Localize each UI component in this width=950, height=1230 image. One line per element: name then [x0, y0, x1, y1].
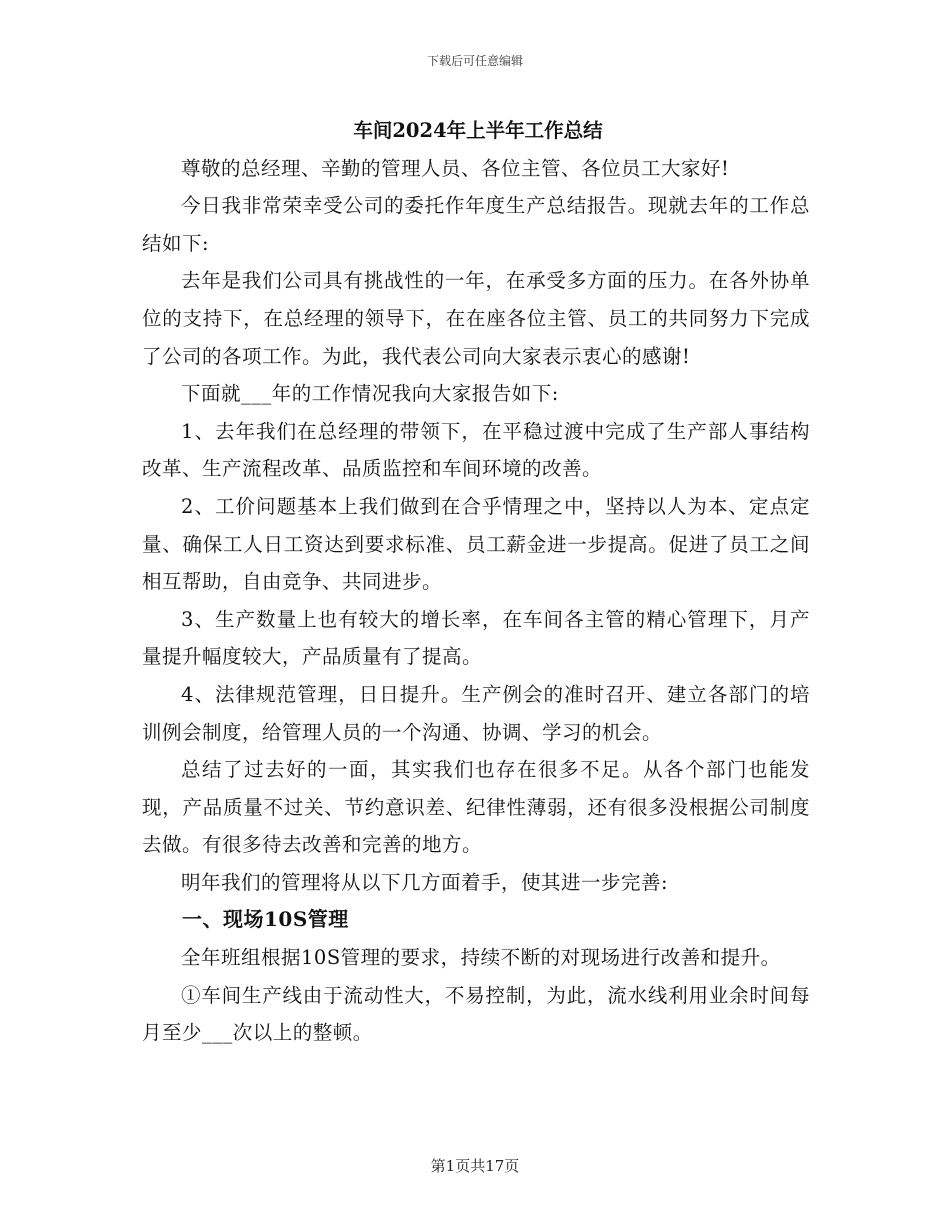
paragraph-greeting: 尊敬的总经理、辛勤的管理人员、各位主管、各位员工大家好! [181, 156, 730, 180]
paragraph-report-lead: 下面就___年的工作情况我向大家报告如下: [181, 382, 559, 406]
section-heading-10s: 一、现场10S管理 [182, 907, 349, 932]
page-header-note: 下载后可任意编辑 [426, 54, 523, 68]
paragraph-item-4: 4、法律规范管理，日日提升。生产例会的准时召开、建立各部门的培训例会制度，给管理人员的一个沟通、协调、学习的机会。 [142, 682, 810, 744]
paragraph-10s-overview: 全年班组根据10S管理的要求，持续不断的对现场进行改善和提升。 [181, 946, 781, 970]
page-number: 第1页共17页 [430, 1157, 520, 1175]
paragraph-shortcomings: 总结了过去好的一面，其实我们也存在很多不足。从各个部门也能发现，产品质量不过关、节约意识差、纪律性薄弱，还有很多没根据公司制度去做。有很多待去改善和完善的地方。 [142, 758, 810, 857]
paragraph-10s-item-1: ①车间生产线由于流动性大，不易控制，为此，流水线利用业余时间每月至少___次以上的整顿。 [142, 983, 810, 1045]
document-body [142, 112, 810, 1052]
paragraph-last-year: 去年是我们公司具有挑战性的一年，在承受多方面的压力。在各外协单位的支持下，在总经理的领导下，在在座各位主管、员工的共同努力下完成了公司的各项工作。为此，我代表公司向大家表示衷心的感谢! [142, 269, 810, 368]
document-title: 车间2024年上半年工作总结 [353, 119, 603, 142]
paragraph-item-3: 3、生产数量上也有较大的增长率，在车间各主管的精心管理下，月产量提升幅度较大，产品质量有了提高。 [142, 607, 810, 669]
paragraph-item-1: 1、去年我们在总经理的带领下，在平稳过渡中完成了生产部人事结构改革、生产流程改革、品质监控和车间环境的改善。 [142, 419, 810, 481]
paragraph-next-year: 明年我们的管理将从以下几方面着手，使其进一步完善: [181, 870, 669, 894]
paragraph-item-2: 2、工价问题基本上我们做到在合乎情理之中，坚持以人为本、定点定量、确保工人日工资达到要求标准、员工薪金进一步提高。促进了员工之间相互帮助，自由竞争、共同进步。 [142, 494, 810, 594]
paragraph-intro: 今日我非常荣幸受公司的委托作年度生产总结报告。现就去年的工作总结如下: [142, 194, 810, 255]
